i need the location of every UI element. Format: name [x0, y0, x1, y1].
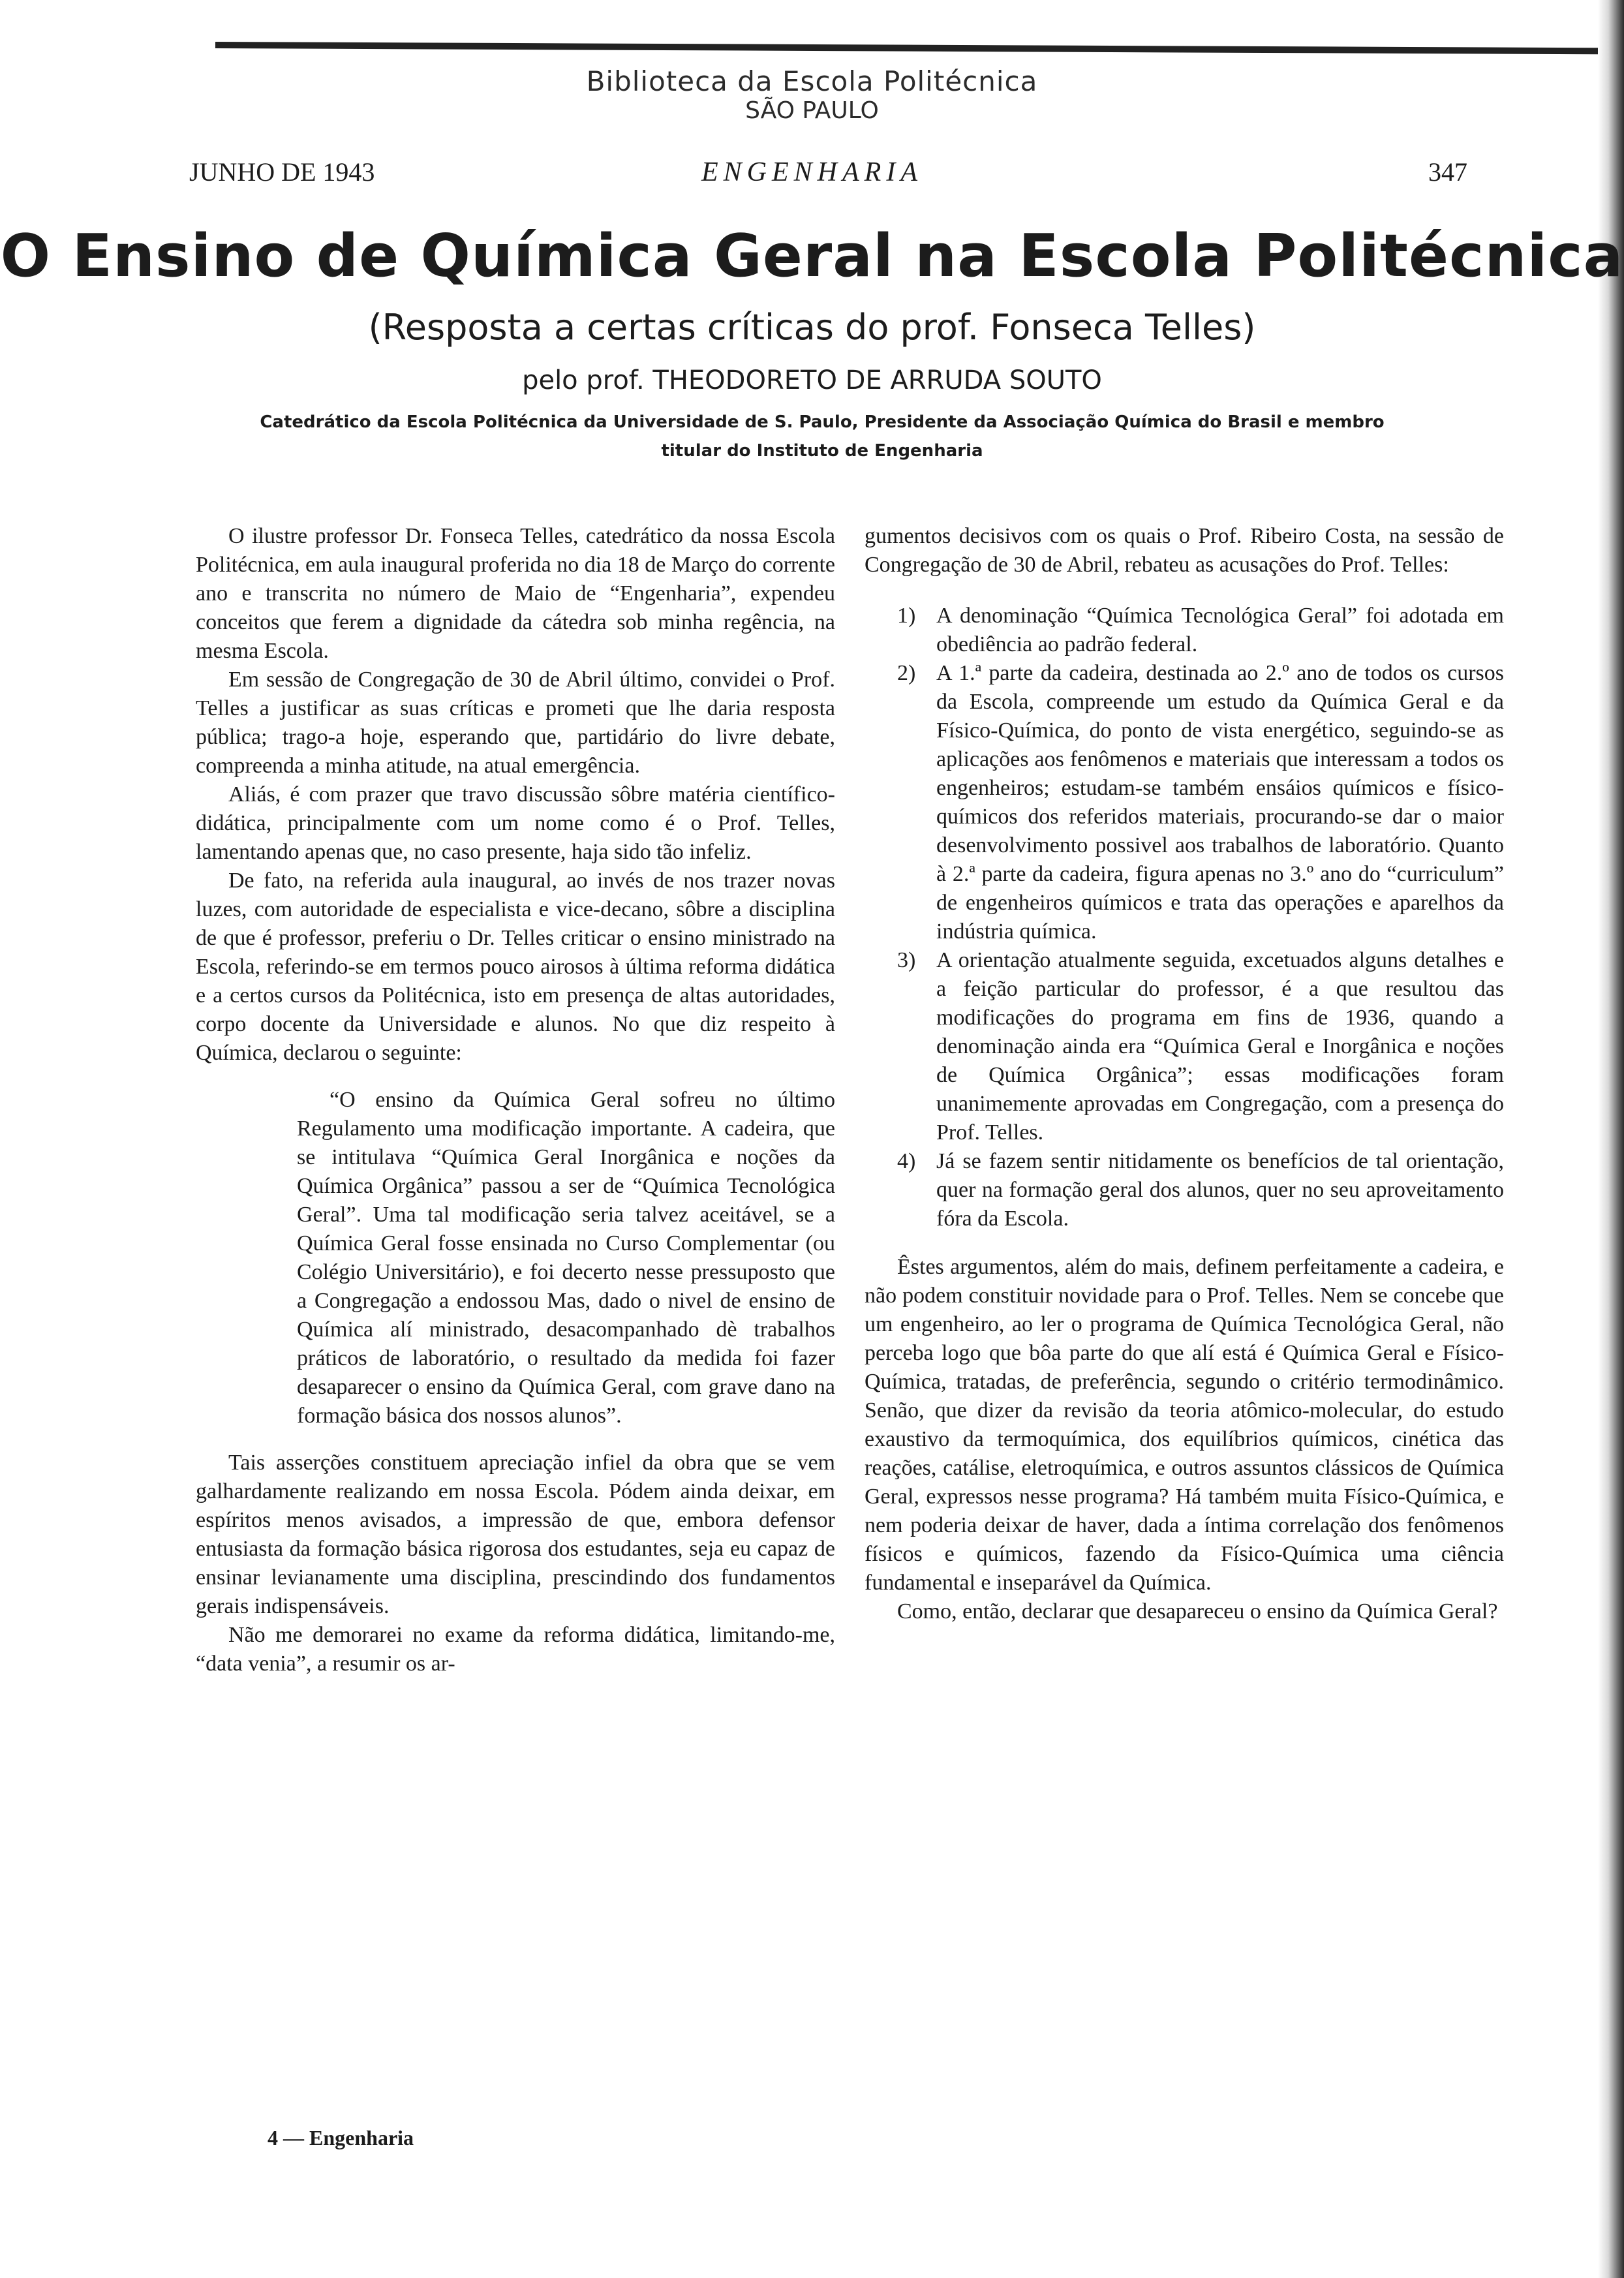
list-item	[865, 946, 1504, 1147]
list-item	[865, 659, 1504, 946]
header-page-number: 347	[1428, 157, 1467, 187]
paragraph: Não me demorarei no exame da reforma didática, limitando-me, “data venia”, a resumir os ar-	[196, 1623, 835, 1676]
paragraph: gumentos decisivos com os quais o Prof. Ribeiro Costa, na sessão de Congregação de 30 de Abril, rebateu as acusações do Prof. Telles:	[865, 524, 1504, 577]
stamp-line-2: SÃO PAULO	[745, 97, 879, 124]
paragraph: De fato, na referida aula inaugural, ao invés de nos trazer novas luzes, com autoridade de especialista e vice-decano, sôbre a disciplina de que é professor, preferiu o Dr. Telles criticar o ensino ministrado na Escola, referindo-se em termos pouco airosos à última reforma didática e a certos cursos da Politécnica, isto em presença de altas autoridades, corpo docente da Universidade e alunos. No que diz respeito à Química, declarou o seguinte:	[196, 869, 835, 1065]
paragraph: Como, então, declarar que desapareceu o ensino da Química Geral?	[897, 1599, 1498, 1624]
author-affiliation: Catedrático da Escola Politécnica da Universidade de S. Paulo, Presidente da Associação Química do Brasil e membro titular do Instituto de Engenharia	[260, 412, 1385, 461]
stamp-line-1: Biblioteca da Escola Politécnica	[586, 65, 1038, 97]
paragraph: Êstes argumentos, além do mais, definem perfeitamente a cadeira, e não podem constituir novidade para o Prof. Telles. Nem se concebe que um engenheiro, ao ler o programa de Química Tecnológica Geral, não perceba logo que bôa parte do que alí está é Química Geral e Físico-Química, tratadas, de preferência, segundo o critério termodinâmico. Senão, que dizer da revisão da teoria atômico-molecular, do estudo exaustivo da termoquímica, dos equilíbrios químicos, cinética das reações, catálise, eletroquímica, e outros assuntos clássicos de Química Geral, expressos nesse programa? Há também muita Físico-Química, e nem poderia deixar de haver, dada a íntima correlação dos fenômenos físicos e químicos, fazendo da Físico-Química uma ciência fundamental e inseparável da Química.	[865, 1255, 1504, 1595]
quote-text: “O ensino da Química Geral sofreu no último Regulamento uma modificação importante. A cadeira, que se intitulava “Química Geral Inorgânica e noções da Química Orgânica” passou a ser de “Química Tecnológica Geral”. Uma tal modificação seria talvez aceitável, se a Química Geral fosse ensinada no Curso Complementar (ou Colégio Universitário), e foi decerto nesse pressuposto que a Congregação a endossou Mas, dado o nivel de ensino de Química alí ministrado, desacompanhado dè trabalhos práticos de laboratório, o resultado da medida foi fazer desaparecer o ensino da Química Geral, com grave dano na formação básica dos nossos alunos”.	[297, 1088, 835, 1428]
left-column	[196, 522, 835, 1678]
list-number: 1)	[897, 604, 916, 628]
paragraph: O ilustre professor Dr. Fonseca Telles, catedrático da nossa Escola Politécnica, em aula inaugural proferida no dia 18 de Março do corrente ano e transcrita no número de Maio de “Engenharia”, expendeu conceitos que ferem a dignidade da cátedra sob minha regência, na mesma Escola.	[196, 524, 835, 663]
list-item	[865, 602, 1504, 659]
list-text: A 1.ª parte da cadeira, destinada ao 2.º ano de todos os cursos da Escola, compreende um estudo da Química Geral e da Físico-Química, do ponto de vista energético, seguindo-se as aplicações aos fenômenos e materiais que interessam a todos os engenheiros; estudam-se também ensáios químicos e físico-químicos dos referidos materiais, procurando-se dar o maior desenvolvimento possivel aos trabalhos de laboratório. Quanto à 2.ª parte da cadeira, figura apenas no 3.º ano do “curriculum” de engenheiros químicos e trata das operações e aparelhos da indústria química.	[936, 661, 1504, 944]
top-rule	[215, 42, 1599, 54]
list-number: 4)	[897, 1149, 916, 1173]
article-subtitle: (Resposta a certas críticas do prof. Fonseca Telles)	[368, 307, 1256, 348]
list-number: 3)	[897, 948, 916, 972]
author-byline: pelo prof. THEODORETO DE ARRUDA SOUTO	[522, 365, 1102, 395]
article-title: O Ensino de Química Geral na Escola Politécnica	[0, 222, 1624, 290]
library-stamp	[0, 65, 1624, 124]
list-number: 2)	[897, 661, 916, 685]
block-quote	[297, 1086, 835, 1430]
paragraph: Aliás, é com prazer que travo discussão sôbre matéria científico-didática, principalmente com um nome como é o Prof. Telles, lamentando apenas que, no caso presente, haja sido tão infeliz.	[196, 782, 835, 864]
paragraph: Tais asserções constituem apreciação infiel da obra que se vem galhardamente realizando em nossa Escola. Pódem ainda deixar, em espíritos menos avisados, a impressão de que, embora defensor entusiasta da formação básica rigorosa dos estudantes, seja eu capaz de ensinar levianamente uma disciplina, prescindindo dos fundamentos gerais indispensáveis.	[196, 1451, 835, 1618]
header-date: JUNHO DE 1943	[189, 157, 375, 187]
header-journal: ENGENHARIA	[701, 157, 923, 187]
right-column	[865, 522, 1504, 1626]
list-text: Já se fazem sentir nitidamente os benefícios de tal orientação, quer na formação geral dos alunos, quer no seu aproveitamento fóra da Escola.	[936, 1149, 1504, 1231]
paragraph: Em sessão de Congregação de 30 de Abril último, convidei o Prof. Telles a justificar as suas críticas e prometi que lhe daria resposta pública; trago-a hoje, esperando que, partidário do livre debate, compreenda a minha atitude, na atual emergência.	[196, 668, 835, 778]
list-text: A orientação atualmente seguida, excetuados alguns detalhes e a feição particular do professor, é a que resultou das modificações do programa em fins de 1936, quando a denominação ainda era “Química Geral e Inorgânica e noções de Química Orgânica”; essas modificações foram unanimemente aprovadas em Congregação, com a presença do Prof. Telles.	[936, 948, 1504, 1145]
numbered-list	[865, 602, 1504, 1233]
list-item	[865, 1147, 1504, 1233]
page-footer: 4 — Engenharia	[268, 2126, 414, 2149]
list-text: A denominação “Química Tecnológica Geral” foi adotada em obediência ao padrão federal.	[936, 604, 1504, 656]
